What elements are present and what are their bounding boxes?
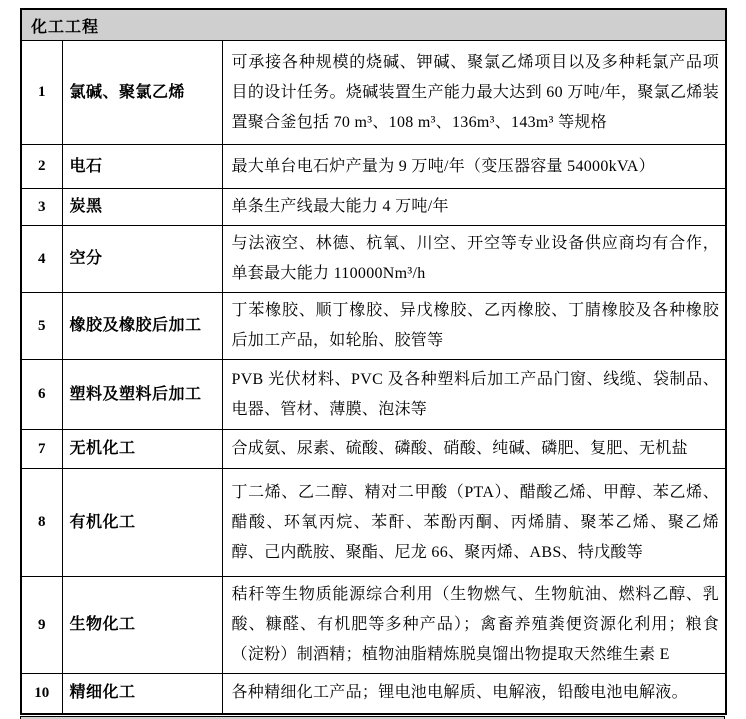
table-row — [21, 469, 726, 577]
table-row — [21, 674, 726, 714]
row-number: 2 — [21, 145, 62, 189]
table-row — [21, 293, 726, 360]
row-number: 5 — [21, 293, 62, 360]
section-title: 化工工程 — [21, 9, 726, 41]
row-number: 6 — [21, 360, 62, 430]
row-number: 4 — [21, 226, 62, 293]
row-number: 7 — [21, 430, 62, 469]
row-description: 各种精细化工产品；锂电池电解质、电解液，铅酸电池电解液。 — [222, 674, 726, 714]
table-row — [21, 189, 726, 226]
table-row — [21, 41, 726, 145]
row-description: 单条生产线最大能力 4 万吨/年 — [222, 189, 726, 226]
row-number: 3 — [21, 189, 62, 226]
table-row — [21, 430, 726, 469]
row-category: 空分 — [62, 226, 222, 293]
row-category: 橡胶及橡胶后加工 — [62, 293, 222, 360]
section-header-row — [21, 9, 726, 41]
row-category: 氯碱、聚氯乙烯 — [62, 41, 222, 145]
table-row — [21, 226, 726, 293]
row-description: 丁苯橡胶、顺丁橡胶、异戊橡胶、乙丙橡胶、丁腈橡胶及各种橡胶后加工产品，如轮胎、胶管等 — [222, 293, 726, 360]
row-number: 10 — [21, 674, 62, 714]
table-row — [21, 577, 726, 674]
next-section-header-bar — [20, 716, 725, 719]
chemical-engineering-table — [20, 8, 727, 715]
table-row — [21, 360, 726, 430]
table-body — [21, 41, 726, 714]
row-description: 与法液空、林德、杭氧、川空、开空等专业设备供应商均有合作，单套最大能力 110000Nm³/h — [222, 226, 726, 293]
row-description: 丁二烯、乙二醇、精对二甲酸（PTA）、醋酸乙烯、甲醇、苯乙烯、醋酸、环氧丙烷、苯酐、苯酚丙酮、丙烯腈、聚苯乙烯、聚乙烯醇、己内酰胺、聚酯、尼龙 66、聚丙烯、ABS、特戊酸等 — [222, 469, 726, 577]
row-category: 精细化工 — [62, 674, 222, 714]
row-description: 可承接各种规模的烧碱、钾碱、聚氯乙烯项目以及多种耗氯产品项目的设计任务。烧碱装置生产能力最大达到 60 万吨/年，聚氯乙烯装置聚合釜包括 70 m³、108 m³、136m³、143m³ 等规格 — [222, 41, 726, 145]
row-description: 合成氨、尿素、硫酸、磷酸、硝酸、纯碱、磷肥、复肥、无机盐 — [222, 430, 726, 469]
row-description: PVB 光伏材料、PVC 及各种塑料后加工产品门窗、线缆、袋制品、电器、管材、薄膜、泡沫等 — [222, 360, 726, 430]
row-category: 电石 — [62, 145, 222, 189]
row-category: 炭黑 — [62, 189, 222, 226]
row-number: 1 — [21, 41, 62, 145]
row-category: 塑料及塑料后加工 — [62, 360, 222, 430]
row-description: 秸秆等生物质能源综合利用（生物燃气、生物航油、燃料乙醇、乳酸、糠醛、有机肥等多种产品）；禽畜养殖粪便资源化利用；粮食（淀粉）制酒精；植物油脂精炼脱臭馏出物提取天然维生素 E — [222, 577, 726, 674]
row-category: 有机化工 — [62, 469, 222, 577]
table-row — [21, 145, 726, 189]
row-category: 无机化工 — [62, 430, 222, 469]
row-number: 8 — [21, 469, 62, 577]
row-category: 生物化工 — [62, 577, 222, 674]
row-number: 9 — [21, 577, 62, 674]
row-description: 最大单台电石炉产量为 9 万吨/年（变压器容量 54000kVA） — [222, 145, 726, 189]
